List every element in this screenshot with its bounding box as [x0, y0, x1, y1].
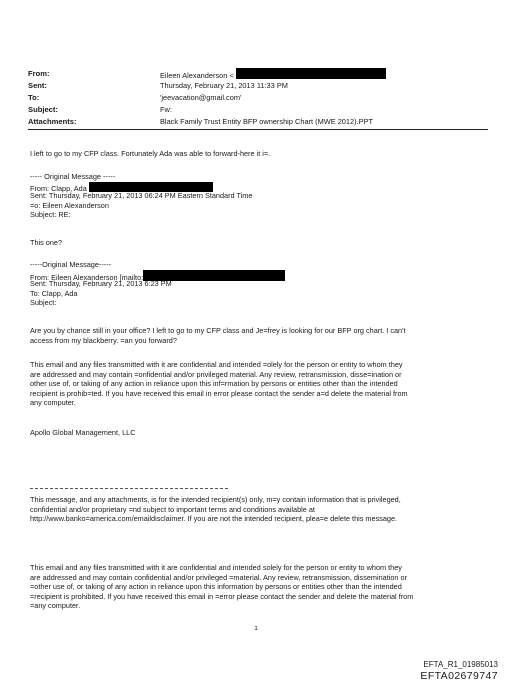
disclaimer-line: confidential and/or proprietary =nd subject to important terms and conditions available at [30, 504, 315, 514]
header-divider [28, 129, 488, 130]
bates-number-secondary: EFTA02679747 [420, 670, 498, 682]
notice-line: This email and any files transmitted with it are confidential and intended solely for the person or entity to whom they [30, 563, 402, 572]
header-from-row [28, 68, 488, 80]
confidentiality-notice-1 [30, 360, 478, 408]
bates-number-primary: EFTA_R1_01985013 [423, 660, 498, 669]
header-attachments-row [28, 116, 488, 128]
orig2-sent: Sent: Thursday, February 21, 2013 6:23 PM [30, 279, 172, 289]
to-value: 'jeevacation@gmail.com' [160, 93, 242, 102]
orig2-to: To: Clapp, Ada [30, 288, 78, 298]
subject-value: Fw: [160, 105, 172, 114]
bank-disclaimer [30, 495, 478, 524]
notice-line: =any computer. [30, 601, 81, 611]
notice-line: =other use of, or taking of any action in reliance upon this information by persons or entities other than the intended [30, 582, 402, 592]
confidentiality-notice-2 [30, 563, 478, 611]
notice-line: This email and any files transmitted with it are confidential and intended =olely for the person or entity to whom they [30, 360, 403, 369]
header-to-row [28, 92, 488, 104]
subject-label: Subject: [28, 105, 58, 114]
intro-text: I left to go to my CFP class. Fortunately Ada was able to forward-here it i=. [30, 149, 271, 158]
question-line: Are you by chance still in your office? I left to go to my CFP class and Je=frey is looking for our BFP org chart. I can't [30, 326, 406, 335]
reply-text: This one? [30, 238, 63, 247]
orig1-from: From: Clapp, Ada [30, 183, 87, 193]
orig1-sent: Sent: Thursday, February 21, 2013 06:24 PM Eastern Standard Time [30, 191, 253, 201]
company-signature [30, 428, 475, 438]
orig2-from: From: Eileen Alexanderson [mailto: [30, 272, 144, 282]
notice-line: recipient is prohib=ted. If you have received this email in error please contact the sender a=d delete the material from [30, 388, 408, 398]
question-line: access from my blackberry. =an you forward? [30, 335, 177, 345]
page-number: 1 [254, 625, 258, 632]
notice-line: =recipient is prohibited. If you have received this email in =error please contact the sender and delete the material from [30, 591, 414, 601]
header-subject-row [28, 104, 488, 116]
disclaimer-line: This message, and any attachments, is for the intended recipient(s) only, m=y contain information that is privileged, [30, 495, 401, 504]
sent-label: Sent: [28, 81, 47, 90]
attachments-value: Black Family Trust Entity BFP ownership Chart (MWE 2012).PPT [160, 117, 374, 126]
to-label: To: [28, 93, 40, 102]
disclaimer-line: http://www.banko=america.com/emaildisclaimer. If you are not the intended recipient, plea=e delete this message. [30, 514, 398, 524]
orig1-heading: ----- Original Message ----- [30, 172, 116, 181]
notice-line: other use of, or taking of any action in reliance upon this inf=rmation by persons or entities other than the intended [30, 379, 398, 389]
company-name: Apollo Global Management, LLC [30, 428, 136, 437]
original-message-1 [30, 172, 475, 220]
intro-paragraph [30, 149, 475, 159]
header-sent-row [28, 80, 488, 92]
redaction-box [236, 68, 386, 79]
notice-line: are addressed and may contain confidential and/or privileged =material. Any review, retransmission, dissemination or [30, 572, 408, 582]
orig1-to: =o: Eileen Alexanderson [30, 200, 109, 210]
from-value-text: Eileen Alexanderson < [160, 71, 234, 80]
reply-paragraph [30, 238, 475, 248]
question-paragraph [30, 326, 478, 345]
orig1-from-line [30, 182, 475, 192]
orig2-subject: Subject: [30, 298, 57, 308]
notice-line: any computer. [30, 398, 76, 408]
orig2-from-line [30, 270, 475, 280]
sent-value: Thursday, February 21, 2013 11:33 PM [160, 81, 288, 90]
attachments-label: Attachments: [28, 117, 77, 126]
redaction-box [89, 182, 213, 192]
notice-line: are addressed and may contain =onfidential and/or privileged material. Any review, retransmission, disse=ination or [30, 369, 402, 379]
from-value [160, 68, 488, 80]
original-message-2 [30, 260, 475, 308]
from-label: From: [28, 69, 50, 78]
orig2-heading: -----Original Message----- [30, 260, 112, 269]
email-header [28, 68, 488, 128]
disclaimer-separator [30, 488, 228, 489]
orig1-subject: Subject: RE: [30, 210, 71, 220]
